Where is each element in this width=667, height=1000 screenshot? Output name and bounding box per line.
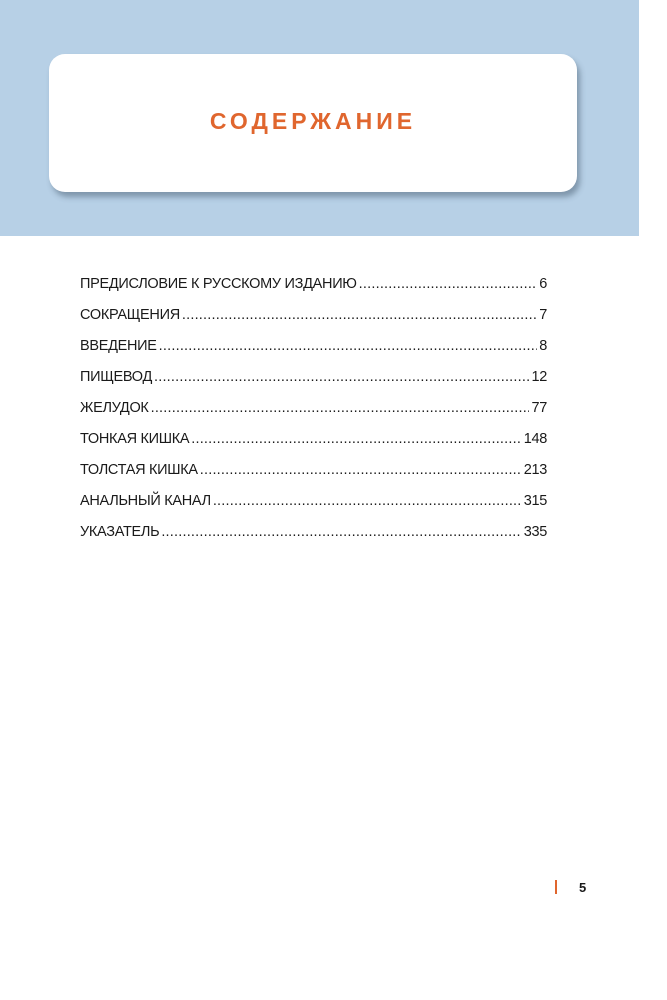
table-of-contents [80, 276, 547, 555]
toc-entry-page: 7 [539, 307, 547, 323]
toc-dot-leader [191, 431, 521, 447]
page-folio [555, 878, 586, 896]
toc-dot-leader [182, 307, 537, 323]
toc-dot-leader [213, 493, 522, 509]
toc-entry-label: ВВЕДЕНИЕ [80, 338, 157, 354]
toc-entry-stomach[interactable] [80, 400, 547, 431]
toc-dot-leader [200, 462, 522, 478]
toc-entry-index[interactable] [80, 524, 547, 555]
toc-entry-page: 148 [523, 431, 547, 447]
toc-entry-label: ПРЕДИСЛОВИЕ К РУССКОМУ ИЗДАНИЮ [80, 276, 357, 292]
toc-entry-label: ТОЛСТАЯ КИШКА [80, 462, 198, 478]
toc-entry-label: ТОНКАЯ КИШКА [80, 431, 190, 447]
toc-entry-page: 6 [539, 276, 547, 292]
toc-entry-introduction[interactable] [80, 338, 547, 369]
title-card [49, 54, 577, 192]
page-number: 5 [579, 879, 587, 895]
toc-entry-preface[interactable] [80, 276, 547, 307]
toc-entry-anal-canal[interactable] [80, 493, 547, 524]
toc-entry-small-intestine[interactable] [80, 431, 547, 462]
toc-dot-leader [159, 338, 538, 354]
toc-entry-page: 213 [523, 462, 547, 478]
toc-entry-label: АНАЛЬНЫЙ КАНАЛ [80, 493, 211, 509]
toc-dot-leader [154, 369, 529, 385]
toc-entry-page: 315 [523, 493, 547, 509]
toc-dot-leader [161, 524, 521, 540]
toc-entry-large-intestine[interactable] [80, 462, 547, 493]
toc-entry-label: ПИЩЕВОД [80, 369, 152, 385]
toc-entry-label: ЖЕЛУДОК [80, 400, 149, 416]
header-band [0, 0, 639, 236]
toc-entry-page: 12 [531, 369, 547, 385]
toc-entry-page: 77 [531, 400, 547, 416]
toc-entry-label: УКАЗАТЕЛЬ [80, 524, 160, 540]
folio-accent-bar [555, 880, 557, 894]
toc-entry-abbreviations[interactable] [80, 307, 547, 338]
toc-entry-page: 8 [539, 338, 547, 354]
toc-dot-leader [151, 400, 530, 416]
toc-entry-label: СОКРАЩЕНИЯ [80, 307, 180, 323]
toc-entry-page: 335 [523, 524, 547, 540]
page-title: СОДЕРЖАНИЕ [209, 107, 417, 134]
toc-dot-leader [359, 276, 538, 292]
toc-entry-esophagus[interactable] [80, 369, 547, 400]
